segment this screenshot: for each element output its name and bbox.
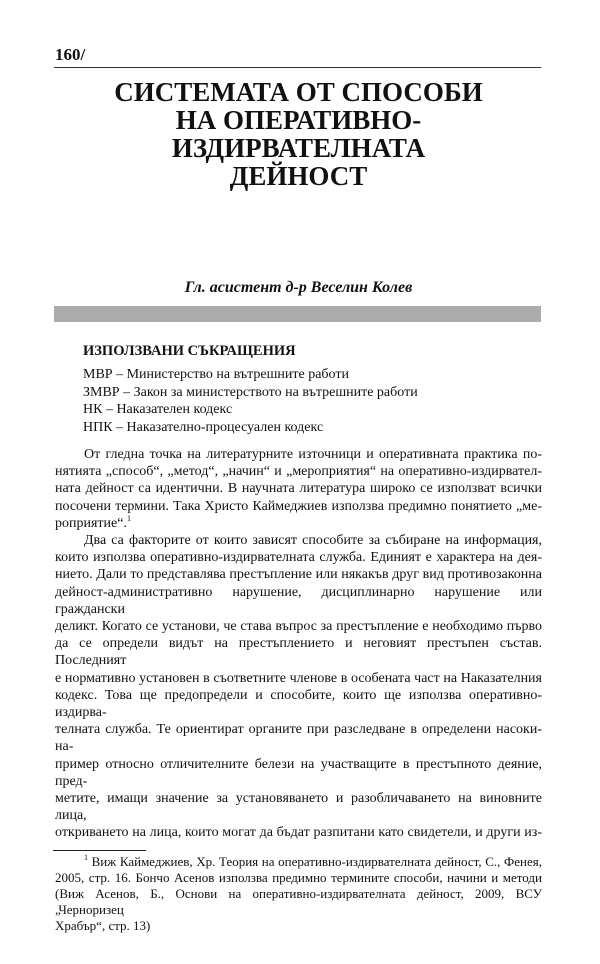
abbreviations-list — [55, 366, 542, 436]
title-line: ДЕЙНОСТ — [229, 161, 368, 191]
footnote-rule — [53, 850, 146, 851]
paragraph-2-line: които използва оперативно-издирвателната служба. Единият е характера на дея- — [55, 550, 542, 566]
footnote — [55, 854, 542, 934]
footnote-line: Храбър“, стр. 13) — [55, 917, 151, 933]
paragraph-1-line — [55, 515, 542, 532]
paragraph-1-line: ната дейност са идентични. В научната литература широко се използват всички — [55, 481, 542, 497]
paragraph-2-line: пример относно отличителните белези на участващите в престъпното деяние, пред- — [55, 756, 542, 789]
paragraph-2-line: деликт. Когато се установи, че става въпрос за престъпление е необходимо първо — [55, 619, 542, 635]
paragraph-2-line: откриването на лица, които могат да бъдат разпитани като свидетели, и други из- — [55, 825, 542, 841]
title-line: НА ОПЕРАТИВНО-ИЗДИРВАТЕЛНАТА — [171, 105, 426, 163]
paragraph-2-line: телната служба. Те ориентират органите при разследване в определени насоки-на- — [55, 722, 542, 755]
header-rule — [54, 67, 541, 68]
section-divider-bar — [54, 306, 541, 322]
title-line: СИСТЕМАТА ОТ СПОСОБИ — [114, 77, 483, 107]
paragraph-2-line: кодекс. Това ще предопредели и способите, които ще използва оперативно-издирва- — [55, 687, 542, 721]
paragraph-2-line: метите, имащи значение за установяването и разобличаването на виновните лица, — [55, 791, 542, 824]
body-text — [55, 446, 542, 842]
abbreviation-item: НПК – Наказателно-процесуален кодекс — [83, 419, 324, 435]
paragraph-1-line: нятията „способ“, „метод“, „начин“ и „мероприятия“ на оперативно-издирвател- — [55, 464, 542, 480]
abbreviation-item: ЗМВР – Закон за министерството на вътрешните работи — [83, 384, 418, 400]
paragraph-2-line: нието. Дали то представлява престъпление или някакъв друг вид противозаконна — [55, 567, 542, 583]
page-number: 160/ — [55, 45, 86, 64]
paragraph-2-line: е нормативно установен в съответните членове в особената част на Наказателния — [55, 670, 542, 686]
paragraph-2-line: Два са факторите от които зависят способите за събиране на информация, — [84, 533, 542, 549]
paragraph-1-line: посочени термини. Така Христо Каймеджиев използва предимно понятието „ме- — [55, 498, 542, 514]
abbreviations-heading: ИЗПОЛЗВАНИ СЪКРАЩЕНИЯ — [83, 343, 296, 359]
abbreviation-item: МВР – Министерство на вътрешните работи — [83, 367, 349, 382]
footnote-line — [55, 854, 542, 870]
paragraph-2-line: дейност-административно нарушение, дисциплинарно нарушение или граждански — [55, 584, 542, 617]
paragraph-2-line: да се определи видът на престъплението и неговият престъпен състав. Последният — [55, 636, 542, 669]
abbreviation-item: НК – Наказателен кодекс — [83, 402, 233, 417]
footnote-number: 1 — [84, 852, 88, 862]
footnote-line: 2005, стр. 16. Бончо Асенов използва предимно термините способи, начини и методи — [55, 869, 542, 885]
footnote-reference[interactable]: 1 — [126, 513, 131, 523]
footnote-line: (Виж Асенов, Б., Основи на оперативно-издирвателната дейност, 2009, ВСУ „Черноризец — [55, 885, 542, 917]
footnote-text: Виж Каймеджиев, Хр. Теория на оперативно-издирвателната дейност, С., Фенея, — [91, 853, 542, 869]
article-title — [55, 78, 542, 190]
paragraph-1-last-text: роприятие“. — [55, 515, 127, 531]
author-byline: Гл. асистент д-р Веселин Колев — [184, 279, 413, 296]
paragraph-1-line: От гледна точка на литературните източници и оперативната практика по- — [84, 447, 542, 462]
